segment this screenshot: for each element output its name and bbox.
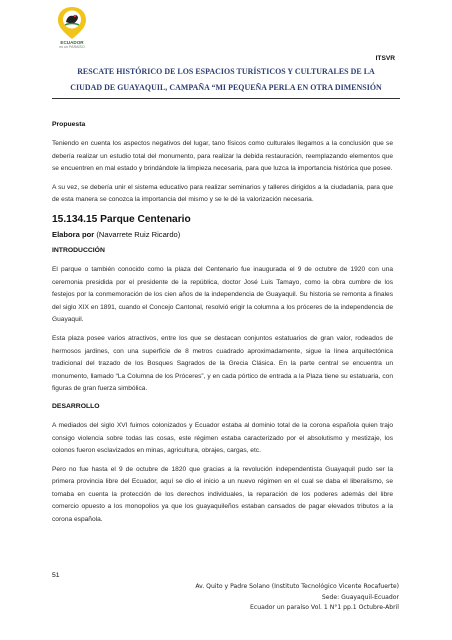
intro-heading: INTRODUCCIÓN [52,246,105,254]
author-line [52,229,393,240]
logo-brand-text: ECUADOR [60,40,84,45]
footer-location: Sede: Guayaquil-Ecuador [321,593,399,601]
author-name: (Navarrete Ruiz Ricardo) [96,229,181,239]
paragraph: A mediados del siglo XVI fuimos colonizados y Ecuador estaba al dominio total de la corona española quien trajo consigo violencia sobre todas las cosas, este régimen estaba caracterizado por el absolutismo y mestizaje, los colonos fueron esclavizados en minas, agricultura, obrajes, cargas, etc. [52,421,393,455]
map-pin-icon [56,6,88,40]
title-line-1: RESCATE HISTÓRICO DE LOS ESPACIOS TURÍSTICOS Y CULTURALES DE LA [77,67,375,76]
paragraph: Pero no fue hasta el 9 de octubre de 1820 que gracias a la revolución independentista Guayaquil pudo ser la primera provincia libre del Ecuador, aquí se dio el inicio a un nuevo régimen en el cual se daba el liberalismo, se tomaba en cuenta la protección de los derechos individuales, la reparación de los poderes además del libre comercio opuesto a los monopolios ya que los guayaquileños estaban cansados de pagar elevados tributos a la corona española. [52,465,393,524]
paragraph: Teniendo en cuenta los aspectos negativos del lugar, tano físicos como culturales llegamos a la conclusión que se debería realizar un estudio total del monumento, para realizar la debida restauración, reemplazando elementos que se encuentren en mal estado y brindándole la limpieza necesaria, para que luzca la importancia histórica que posee. [52,140,393,173]
logo-tagline: es un PARAÍSO [59,44,85,49]
page-content [52,120,393,533]
desarrollo-heading: DESARROLLO [52,402,100,410]
footer-address: Av. Quito y Padre Solano (Instituto Tecnológico Vicente Rocafuerte) [195,583,399,590]
section-title: 15.134.15 Parque Centenario [52,213,191,225]
propuesta-heading: Propuesta [52,121,86,128]
header-divider [52,98,400,99]
paragraph: Esta plaza posee varios atractivos, entre los que se destacan conjuntos estatuarios de gran valor, rodeados de hermosos jardines, con una superficie de 8 metros cuadrado aproximadamente, sigue la línea arquitectónica tradicional del trazado de los Bosques Sagrados de la Grecia Clásica. En la parte central se encuentra un monumento, llamado “La Columna de los Próceres”, y en cada pórtico de entrada a la Plaza tiene su estatuaria, con figuras de gran fuerza simbólica. [52,334,393,393]
author-label: Elabora por [52,229,95,239]
ecuador-logo [50,6,94,49]
title-line-2: CIUDAD DE GUAYAQUIL, CAMPAÑA “MI PEQUEÑA PERLA EN OTRA DIMENSIÓN [70,83,382,92]
paragraph: El parque o también conocido como la plaza del Centenario fue inaugurada el 9 de octubre de 1920 con una ceremonia presidida por el presidente de la república, doctor José Luis Tamayo, como la obra cumbre de los festejos por la conmemoración de los cien años de la independencia de Guayaquil. Su historia se remonta a finales del siglo XIX en 1891, cuando el Concejo Cantonal, resolvió erigir la columna a los próceres de la independencia de Guayaquil. [52,265,393,324]
footer-journal: Ecuador un paraíso Vol. 1 N°1 pp.1 Octubre-Abril [250,604,399,612]
paragraph: A su vez, se debería unir el sistema educativo para realizar seminarios y talleres dirigidos a la ciudadanía, para que de esta manera se conozca la importancia del mismo y se le dé la valorización necesaria. [52,183,393,204]
document-title [52,64,400,96]
page-number: 51 [52,572,60,579]
footer [159,582,399,614]
institution-code: ITSVR [375,55,395,62]
